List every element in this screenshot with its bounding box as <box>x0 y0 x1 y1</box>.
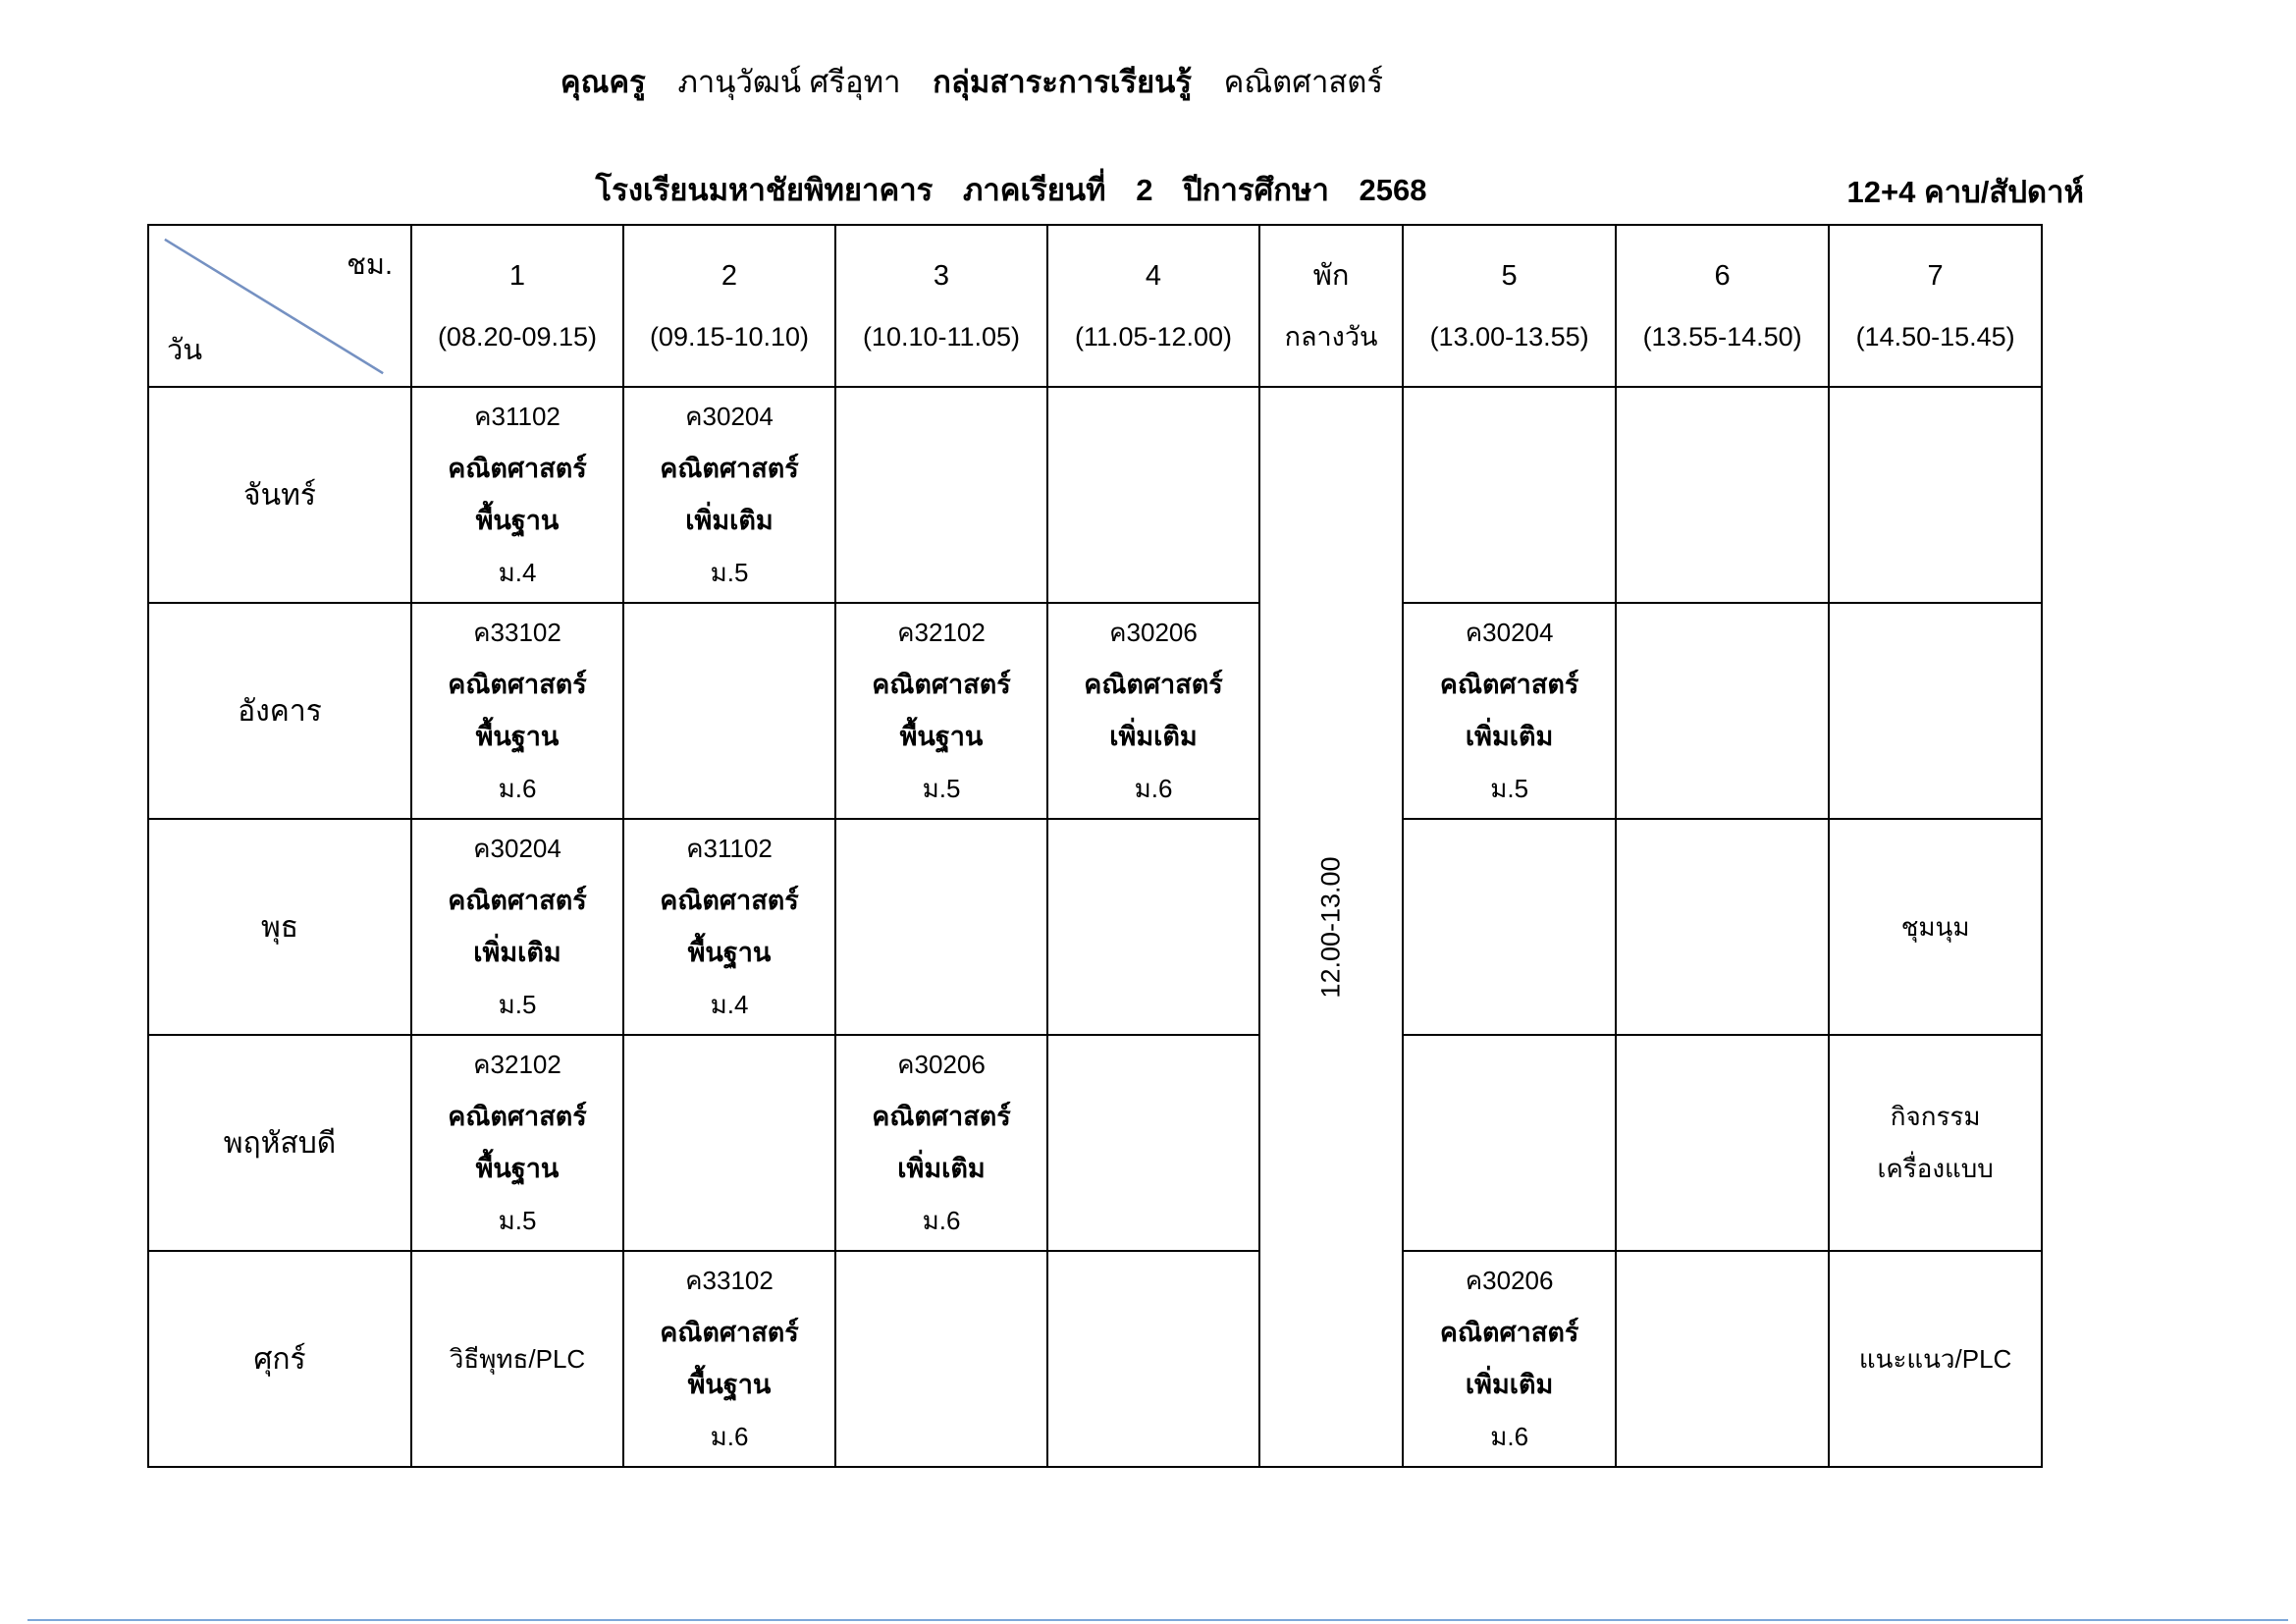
day-label: จันทร์ <box>148 387 411 603</box>
school-line <box>147 165 1875 214</box>
lesson-line: ม.5 <box>922 774 961 803</box>
period-number: 4 <box>1145 259 1162 292</box>
year-label: ปีการศึกษา <box>1183 173 1329 207</box>
day-label: พุธ <box>148 819 411 1035</box>
lesson-cell <box>623 1251 835 1467</box>
period-header-2 <box>623 225 835 387</box>
corner-cell <box>148 225 411 387</box>
lesson-line: ม.4 <box>710 990 749 1019</box>
table-row <box>148 1251 2042 1467</box>
lesson-cell <box>1829 1035 2042 1251</box>
lesson-line: เพิ่มเติม <box>685 506 774 535</box>
empty-cell <box>1403 1035 1616 1251</box>
hours-axis-label: ชม. <box>347 249 393 281</box>
empty-cell <box>835 819 1047 1035</box>
lesson-cell <box>835 603 1047 819</box>
empty-cell <box>1829 603 2042 819</box>
lesson-cell <box>1403 603 1616 819</box>
bottom-rule <box>27 1619 2288 1621</box>
semester-label: ภาคเรียนที่ <box>962 173 1106 207</box>
lunch-header-line2: กลางวัน <box>1284 321 1378 352</box>
period-header-5 <box>1403 225 1616 387</box>
empty-cell <box>1616 819 1829 1035</box>
lunch-cell <box>1259 387 1403 1467</box>
lesson-line: เพิ่มเติม <box>1109 722 1198 751</box>
lesson-cell <box>411 819 623 1035</box>
period-number: 7 <box>1927 259 1944 292</box>
lesson-line: ค33102 <box>685 1266 774 1295</box>
period-time: (14.50-15.45) <box>1855 321 2015 352</box>
empty-cell <box>1403 819 1616 1035</box>
lesson-line: ชุมนุม <box>1900 911 1970 942</box>
header-row <box>148 225 2042 387</box>
school-name: โรงเรียนมหาชัยพิทยาคาร <box>595 173 934 207</box>
empty-cell <box>1047 1035 1259 1251</box>
period-number: 6 <box>1714 259 1731 292</box>
lesson-cell <box>411 387 623 603</box>
lesson-cell <box>1829 1251 2042 1467</box>
empty-cell <box>623 1035 835 1251</box>
lesson-line: เพิ่มเติม <box>1465 722 1554 751</box>
lesson-cell <box>1403 1251 1616 1467</box>
lesson-line: พื้นฐาน <box>899 722 984 751</box>
lunch-header-line1: พัก <box>1312 259 1350 292</box>
period-number: 1 <box>508 259 526 292</box>
table-row <box>148 603 2042 819</box>
lesson-line: คณิตศาสตร์ <box>1439 1318 1579 1347</box>
lesson-line: พื้นฐาน <box>475 506 560 535</box>
period-number: 3 <box>933 259 950 292</box>
lesson-line: วิธีพุทธ/PLC <box>449 1343 586 1374</box>
lesson-line: ค30204 <box>473 834 561 863</box>
table-row <box>148 387 2042 603</box>
lesson-line: คณิตศาสตร์ <box>872 670 1011 699</box>
lesson-line: ม.5 <box>710 558 749 587</box>
weekly-load: 12+4 คาบ/สัปดาห์ <box>1846 175 2084 209</box>
lesson-line: ค33102 <box>473 618 561 647</box>
lesson-line: ค32102 <box>897 618 986 647</box>
page-title <box>147 57 1796 106</box>
period-header-7 <box>1829 225 2042 387</box>
lesson-line: คณิตศาสตร์ <box>1084 670 1223 699</box>
teacher-name: ภานุวัฒน์ ศรีอุทา <box>677 65 901 99</box>
empty-cell <box>1616 387 1829 603</box>
period-header-1 <box>411 225 623 387</box>
lesson-line: พื้นฐาน <box>475 722 560 751</box>
period-header-6 <box>1616 225 1829 387</box>
lesson-line: ม.6 <box>922 1206 961 1235</box>
lesson-line: ค30204 <box>1465 618 1554 647</box>
subject-group: คณิตศาสตร์ <box>1223 65 1384 99</box>
lesson-line: เพิ่มเติม <box>897 1154 986 1183</box>
lesson-line: คณิตศาสตร์ <box>448 670 587 699</box>
lunch-time-label: 12.00-13.00 <box>1315 855 1346 999</box>
lesson-line: ค32102 <box>473 1050 561 1079</box>
lunch-header <box>1259 225 1403 387</box>
teacher-title: คุณครู <box>560 65 646 99</box>
lesson-line: แนะแนว/PLC <box>1858 1343 2012 1374</box>
lesson-line: ม.6 <box>1490 1422 1529 1451</box>
lesson-line: ค30206 <box>897 1050 986 1079</box>
lesson-line: คณิตศาสตร์ <box>1439 670 1579 699</box>
lesson-line: ค31102 <box>686 834 773 863</box>
empty-cell <box>1616 1035 1829 1251</box>
period-time: (11.05-12.00) <box>1074 321 1233 352</box>
lesson-line: ค30204 <box>685 402 774 431</box>
empty-cell <box>835 387 1047 603</box>
lesson-cell <box>835 1035 1047 1251</box>
empty-cell <box>1616 603 1829 819</box>
period-time: (08.20-09.15) <box>437 321 598 352</box>
empty-cell <box>1403 387 1616 603</box>
lesson-line: ค30206 <box>1109 618 1198 647</box>
lesson-line: ม.6 <box>498 774 537 803</box>
lesson-line: ม.6 <box>1134 774 1173 803</box>
day-label: พฤหัสบดี <box>148 1035 411 1251</box>
timetable-table <box>147 224 2043 1468</box>
empty-cell <box>1829 387 2042 603</box>
lesson-line: ม.5 <box>498 990 537 1019</box>
lesson-cell <box>411 1251 623 1467</box>
lesson-cell <box>411 603 623 819</box>
lesson-line: คณิตศาสตร์ <box>872 1102 1011 1131</box>
lesson-line: คณิตศาสตร์ <box>448 454 587 483</box>
lesson-line: พื้นฐาน <box>687 938 772 967</box>
lesson-line: คณิตศาสตร์ <box>448 886 587 915</box>
lesson-cell <box>411 1035 623 1251</box>
lesson-line: คณิตศาสตร์ <box>660 886 799 915</box>
lesson-line: พื้นฐาน <box>687 1370 772 1399</box>
subject-group-label: กลุ่มสาระการเรียนรู้ <box>933 65 1193 99</box>
lesson-line: เพิ่มเติม <box>1465 1370 1554 1399</box>
empty-cell <box>1047 387 1259 603</box>
table-row <box>148 1035 2042 1251</box>
period-number: 2 <box>721 259 738 292</box>
lesson-line: ค30206 <box>1465 1266 1554 1295</box>
lesson-line: กิจกรรม <box>1890 1102 1981 1131</box>
lesson-line: ม.6 <box>710 1422 749 1451</box>
period-time: (13.55-14.50) <box>1642 321 1802 352</box>
period-time: (09.15-10.10) <box>649 321 810 352</box>
lesson-line: ค31102 <box>474 402 561 431</box>
empty-cell <box>623 603 835 819</box>
lesson-line: เพิ่มเติม <box>473 938 561 967</box>
empty-cell <box>835 1251 1047 1467</box>
lesson-line: คณิตศาสตร์ <box>660 1318 799 1347</box>
day-label: ศุกร์ <box>148 1251 411 1467</box>
empty-cell <box>1047 1251 1259 1467</box>
period-header-3 <box>835 225 1047 387</box>
period-time: (13.00-13.55) <box>1429 321 1589 352</box>
lesson-line: ม.5 <box>1490 774 1529 803</box>
day-label: อังคาร <box>148 603 411 819</box>
lesson-cell <box>1047 603 1259 819</box>
lesson-line: ม.5 <box>498 1206 537 1235</box>
period-header-4 <box>1047 225 1259 387</box>
lesson-line: เครื่องแบบ <box>1877 1154 1994 1183</box>
period-number: 5 <box>1501 259 1518 292</box>
lesson-cell <box>1829 819 2042 1035</box>
lesson-line: คณิตศาสตร์ <box>660 454 799 483</box>
empty-cell <box>1047 819 1259 1035</box>
year-value: 2568 <box>1359 173 1427 207</box>
table-row <box>148 819 2042 1035</box>
semester-value: 2 <box>1136 173 1153 207</box>
empty-cell <box>1616 1251 1829 1467</box>
lesson-line: พื้นฐาน <box>475 1154 560 1183</box>
period-time: (10.10-11.05) <box>862 321 1021 352</box>
lesson-cell <box>623 819 835 1035</box>
lesson-line: ม.4 <box>498 558 537 587</box>
timetable-body <box>148 387 2042 1467</box>
lesson-line: คณิตศาสตร์ <box>448 1102 587 1131</box>
lesson-cell <box>623 387 835 603</box>
day-axis-label: วัน <box>167 335 203 366</box>
